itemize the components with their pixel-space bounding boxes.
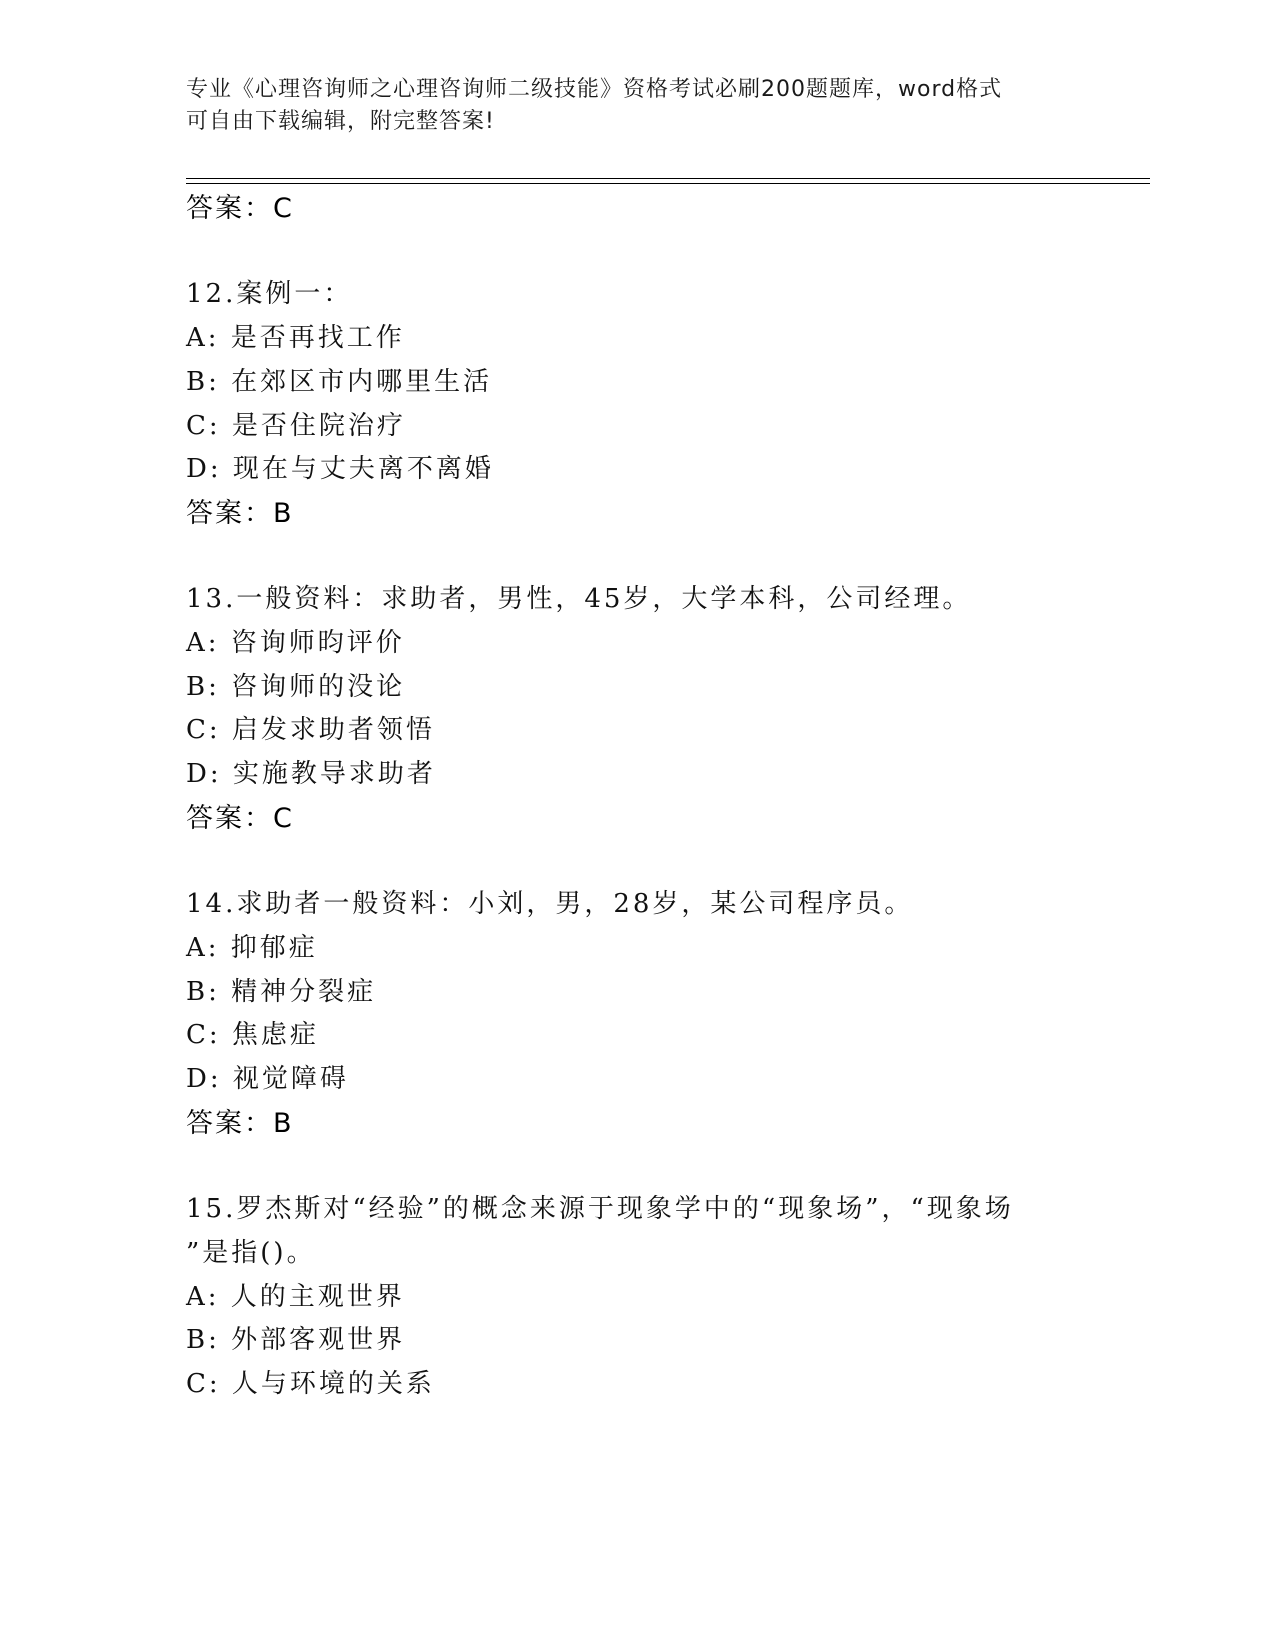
question-13-option-a: A: 咨询师昀评价	[186, 628, 405, 658]
question-13-option-d: D: 实施教导求助者	[186, 759, 436, 789]
header-line-1: 专业《心理咨询师之心理咨询师二级技能》资格考试必刷200题题库，word格式	[186, 77, 1003, 102]
question-12-option-b: B: 在郊区市内哪里生活	[186, 367, 493, 397]
header-rule-top	[186, 178, 1150, 179]
question-14-option-b: B: 精神分裂症	[186, 977, 377, 1007]
question-12-option-a: A: 是否再找工作	[186, 323, 405, 353]
answer-14: 答案：B	[186, 1108, 294, 1139]
question-15-option-c: C: 人与环境的关系	[186, 1369, 435, 1399]
question-13-stem: 13.一般资料：求助者，男性，45岁，大学本科，公司经理。	[186, 584, 972, 614]
question-12-stem: 12.案例一：	[186, 279, 353, 309]
question-13-option-c: C: 启发求助者领悟	[186, 715, 435, 745]
question-12-option-d: D: 现在与丈夫离不离婚	[186, 454, 494, 484]
question-15-stem-continued: ”是指()。	[186, 1238, 316, 1268]
question-15-stem: 15.罗杰斯对“经验”的概念来源于现象学中的“现象场”，“现象场	[186, 1194, 1014, 1224]
question-15-option-b: B: 外部客观世界	[186, 1325, 406, 1355]
question-13-option-b: B: 咨询师的没论	[186, 672, 406, 702]
document-header	[186, 74, 1086, 138]
question-14-option-d: D: 视觉障碍	[186, 1064, 349, 1094]
answer-11: 答案：C	[186, 193, 294, 224]
question-12-option-c: C: 是否住院治疗	[186, 411, 406, 441]
header-rule-bottom	[186, 183, 1150, 184]
question-14-option-a: A: 抑郁症	[186, 933, 318, 963]
header-line-2: 可自由下载编辑，附完整答案!	[186, 109, 495, 134]
answer-12: 答案：B	[186, 498, 294, 529]
question-14-stem: 14.求助者一般资料：小刘，男，28岁，某公司程序员。	[186, 889, 914, 919]
question-15-option-a: A: 人的主观世界	[186, 1282, 405, 1312]
question-14-option-c: C: 焦虑症	[186, 1020, 319, 1050]
answer-13: 答案：C	[186, 803, 294, 834]
